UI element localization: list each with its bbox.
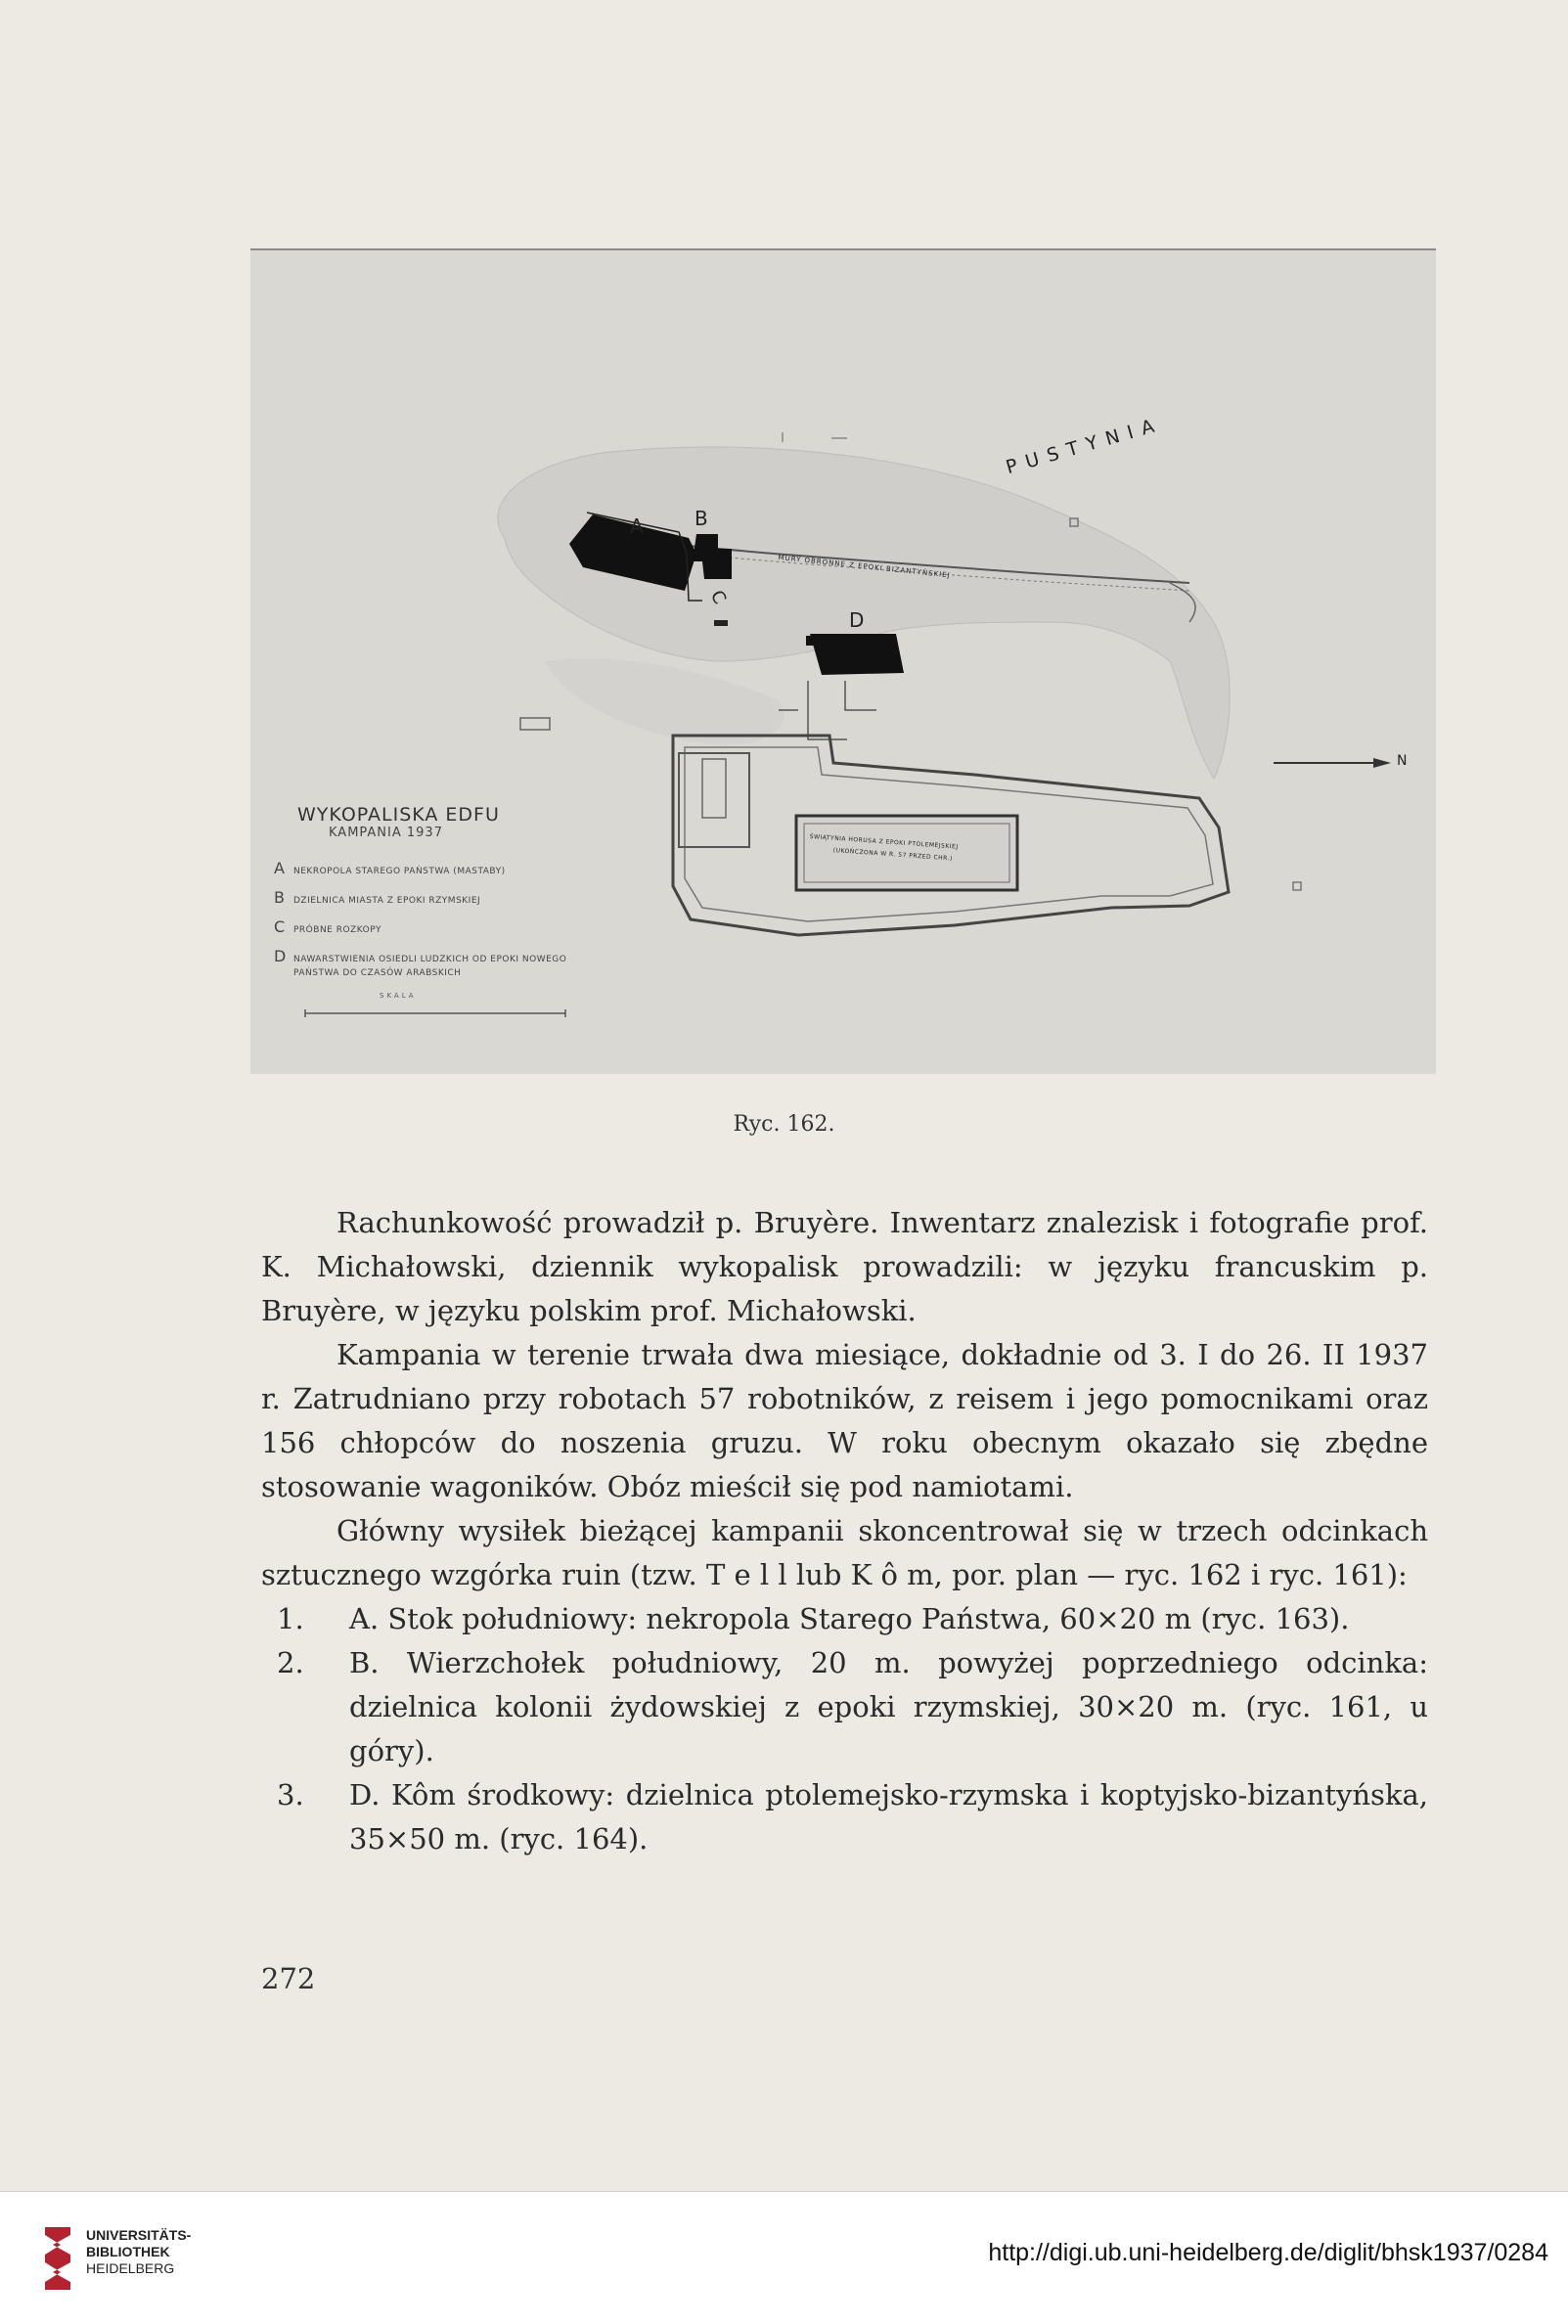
permalink-url[interactable]: http://digi.ub.uni-heidelberg.de/diglit/bhsk1937/0284 (988, 2239, 1548, 2266)
list-text: B. Wierzchołek południowy, 20 m. powyżej poprzedniego odcinka: dzielnica kolonii żydowskiej z epoki rzymskiej, 30×20 m. (ryc. 161, u góry). (349, 1646, 1428, 1767)
map-letter-b: B (694, 507, 708, 530)
paragraph: Kampania w terenie trwała dwa miesiące, dokładnie od 3. I do 26. II 1937 r. Zatrudniano przy robotach 57 robotników, z reisem i jego pomocnikami oraz 156 chłopców do noszenia gruzu. W roku obecnym okazało się zbędne stosowanie wagoników. Obóz mieścił się pod namiotami. (261, 1338, 1428, 1503)
list-item (261, 1641, 1428, 1773)
temple-label-line2: (UKOŃCZONA W R. 57 PRZED CHR.) (832, 847, 954, 863)
map-letter-a: A (630, 514, 644, 538)
library-logo-icon (41, 2221, 76, 2296)
map-legend (274, 859, 597, 990)
legend-key: D (274, 947, 287, 965)
legend-row (274, 947, 597, 980)
list-number: 2. (277, 1646, 304, 1679)
list-number: 3. (277, 1778, 304, 1811)
legend-text: NAWARSTWIENIA OSIEDLI LUDZKICH OD EPOKI NOWEGO PAŃSTWA DO CZASÓW ARABSKICH (293, 955, 567, 978)
north-label: N (1397, 753, 1408, 769)
legend-row (274, 917, 597, 937)
legend-text: DZIELNICA MIASTA Z EPOKI RZYMSKIEJ (293, 896, 481, 906)
library-name-line: BIBLIOTHEK (86, 2244, 170, 2259)
legend-text: NEKROPOLA STAREGO PAŃSTWA (MASTABY) (293, 867, 506, 876)
legend-row (274, 888, 597, 908)
legend-row (274, 859, 597, 878)
legend-key: A (274, 859, 285, 877)
viewer-footer (0, 2191, 1568, 2324)
desert-label: PUSTYNIA (1004, 413, 1166, 479)
map-subtitle: KAMPANIA 1937 (329, 826, 443, 840)
list-text: D. Kôm środkowy: dzielnica ptolemejsko-rzymska i koptyjsko-bizantyńska, 35×50 m. (ryc. 164). (349, 1778, 1428, 1855)
list-item (261, 1773, 1428, 1861)
figure-caption: Ryc. 162. (733, 1112, 835, 1137)
legend-key: C (274, 917, 286, 936)
paragraph: Główny wysiłek bieżącej kampanii skoncentrował się w trzech odcinkach sztucznego wzgórka ruin (tzw. T e l l lub K ô m, por. plan — ryc. 162 i ryc. 161): (261, 1514, 1428, 1591)
page-number: 272 (261, 1962, 316, 1995)
scale-label: SKALA (380, 992, 417, 1000)
map-title: WYKOPALISKA EDFU (297, 804, 500, 826)
list-text: A. Stok południowy: nekropola Starego Państwa, 60×20 m (ryc. 163). (349, 1602, 1350, 1635)
temple-label-line1: ŚWIĄTYNIA HORUSA Z EPOKI PTOLEMEJSKIEJ (809, 833, 959, 851)
library-name-line: UNIVERSITÄTS- (86, 2227, 192, 2243)
list-item (261, 1597, 1428, 1641)
legend-key: B (274, 888, 285, 907)
map-letter-c: C (705, 587, 731, 608)
body-text (261, 1201, 1428, 1861)
walls-label: MURY OBRONNE Z EPOKI BIZANTYŃSKIEJ (778, 554, 952, 580)
legend-text: PRÓBNE ROZKOPY (293, 925, 381, 935)
list-number: 1. (277, 1602, 304, 1635)
library-name (86, 2227, 191, 2277)
map-letter-d: D (849, 608, 865, 632)
library-name-line: HEIDELBERG (86, 2260, 175, 2276)
paragraph: Rachunkowość prowadził p. Bruyère. Inwentarz znalezisk i fotografie prof. K. Michałowski, dziennik wykopalisk prowadzili: w języku francuskim p. Bruyère, w języku polskim prof. Michałowski. (261, 1206, 1428, 1327)
site-map-figure (250, 248, 1436, 1074)
